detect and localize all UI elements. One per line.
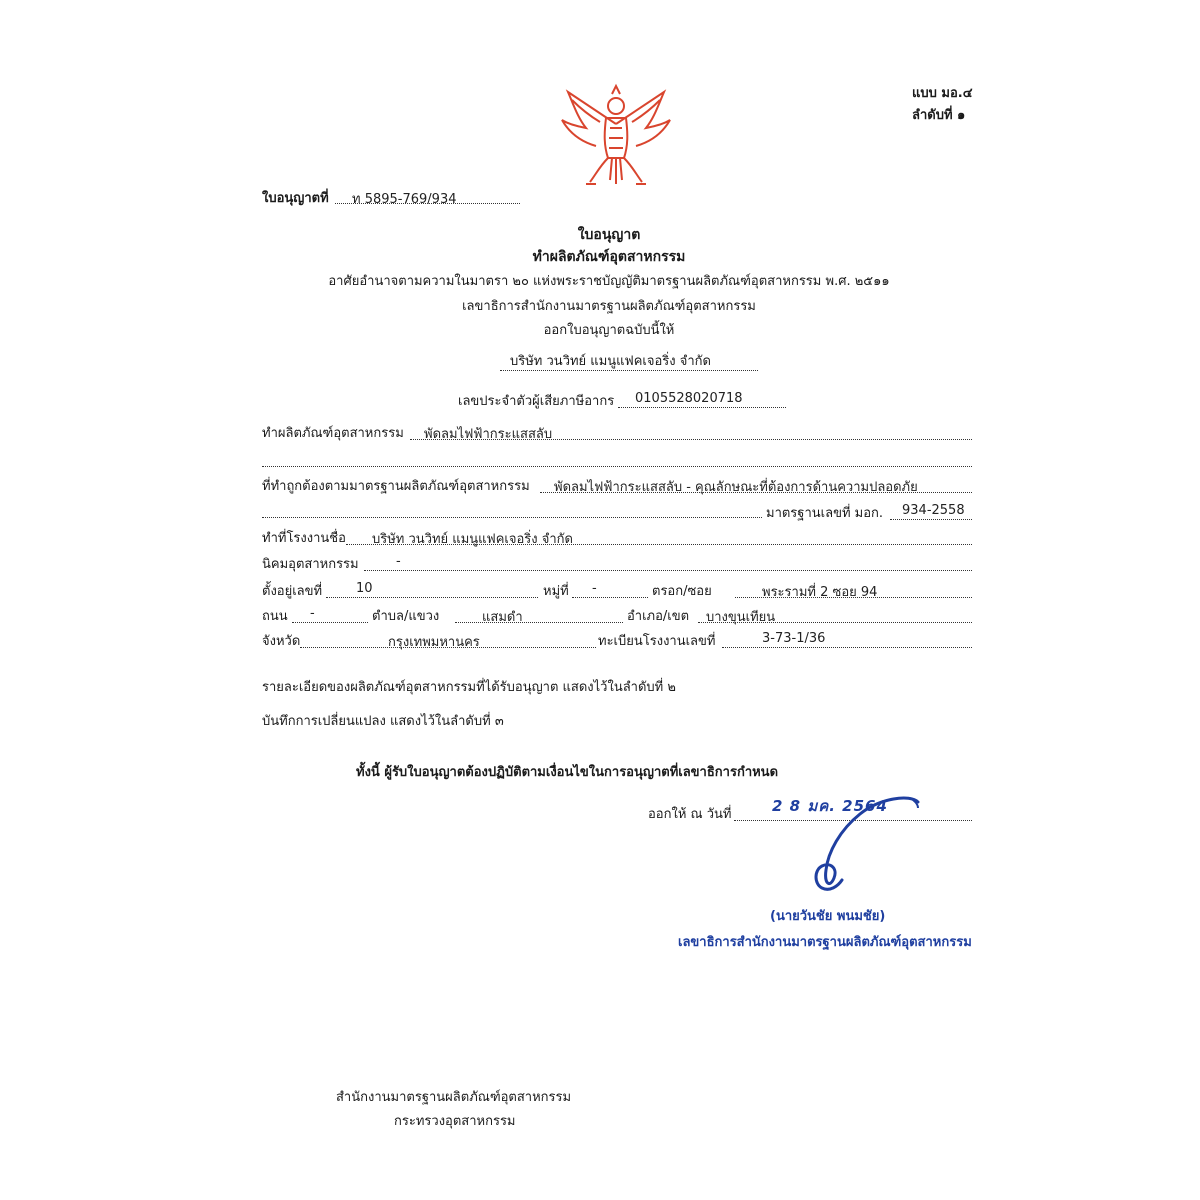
signature-icon bbox=[800, 792, 930, 902]
details-note: รายละเอียดของผลิตภัณฑ์อุตสาหกรรมที่ได้รับอนุญาต แสดงไว้ในลำดับที่ ๒ bbox=[262, 680, 676, 695]
footer-office: สำนักงานมาตรฐานผลิตภัณฑ์อุตสาหกรรม bbox=[336, 1090, 572, 1105]
subdistrict-value: แสมดำ bbox=[482, 610, 523, 625]
subdistrict-line bbox=[455, 622, 623, 623]
district-value: บางขุนเทียน bbox=[706, 610, 776, 625]
issue-intro-line: ออกใบอนุญาตฉบับนี้ให้ bbox=[543, 323, 675, 338]
address-no-label: ตั้งอยู่เลขที่ bbox=[262, 584, 323, 599]
license-no-label: ใบอนุญาตที่ bbox=[262, 191, 329, 206]
issue-date-stamp: 2 8 มค. 2564 bbox=[772, 797, 888, 815]
product-line bbox=[410, 439, 972, 440]
form-code: แบบ มอ.๔ bbox=[912, 86, 973, 101]
district-line bbox=[698, 622, 972, 623]
standard-line-2 bbox=[262, 517, 762, 518]
province-label: จังหวัด bbox=[262, 634, 301, 649]
factory-reg-line bbox=[722, 647, 972, 648]
standard-no-line bbox=[890, 519, 972, 520]
tax-id-value: 0105528020718 bbox=[635, 391, 743, 406]
soi-label: ตรอก/ซอย bbox=[652, 584, 712, 599]
signatory-name: (นายวันชัย พนมชัย) bbox=[770, 909, 886, 924]
license-no-line bbox=[335, 203, 520, 204]
moo-value: - bbox=[592, 581, 597, 596]
road-line bbox=[292, 622, 368, 623]
address-no-value: 10 bbox=[356, 581, 373, 596]
factory-label: ทำที่โรงงานชื่อ bbox=[262, 531, 346, 546]
doc-subtitle: ทำผลิตภัณฑ์อุตสาหกรรม bbox=[532, 249, 686, 265]
road-label: ถนน bbox=[262, 609, 288, 624]
authority-line: อาศัยอำนาจตามความในมาตรา ๒๐ แห่งพระราชบัญญัติมาตรฐานผลิตภัณฑ์อุตสาหกรรม พ.ศ. ๒๕๑๑ bbox=[328, 274, 890, 289]
licensee-name: บริษัท วนวิทย์ แมนูแฟคเจอริ่ง จำกัด bbox=[510, 354, 711, 369]
soi-line bbox=[735, 597, 972, 598]
license-no-value: ท 5895-769/934 bbox=[352, 192, 457, 207]
province-value: กรุงเทพมหานคร bbox=[388, 635, 480, 650]
standard-no-value: 934-2558 bbox=[902, 503, 965, 518]
subdistrict-label: ตำบล/แขวง bbox=[372, 609, 440, 624]
tax-id-label: เลขประจำตัวผู้เสียภาษีอากร bbox=[458, 394, 615, 409]
estate-line bbox=[364, 570, 972, 571]
changes-note: บันทึกการเปลี่ยนแปลง แสดงไว้ในลำดับที่ ๓ bbox=[262, 714, 504, 729]
signatory-title: เลขาธิการสำนักงานมาตรฐานผลิตภัณฑ์อุตสาหกรรม bbox=[678, 935, 972, 950]
estate-value: - bbox=[396, 554, 401, 569]
condition-note: ทั้งนี้ ผู้รับใบอนุญาตต้องปฏิบัติตามเงื่อนไขในการอนุญาตที่เลขาธิการกำหนด bbox=[356, 765, 779, 780]
product-line-2 bbox=[262, 466, 972, 467]
standard-value: พัดลมไฟฟ้ากระแสสลับ - คุณลักษณะที่ต้องการด้านความปลอดภัย bbox=[554, 480, 918, 495]
garuda-emblem-icon bbox=[556, 84, 676, 192]
issuer-line: เลขาธิการสำนักงานมาตรฐานผลิตภัณฑ์อุตสาหกรรม bbox=[462, 299, 756, 314]
product-label: ทำผลิตภัณฑ์อุตสาหกรรม bbox=[262, 426, 404, 441]
moo-line bbox=[572, 597, 648, 598]
moo-label: หมู่ที่ bbox=[543, 584, 569, 599]
soi-value: พระรามที่ 2 ซอย 94 bbox=[762, 585, 878, 600]
licensee-line bbox=[500, 370, 758, 371]
standard-line bbox=[540, 492, 972, 493]
road-value: - bbox=[310, 606, 315, 621]
district-label: อำเภอ/เขต bbox=[627, 609, 690, 624]
factory-reg-label: ทะเบียนโรงงานเลขที่ bbox=[598, 634, 716, 649]
product-value: พัดลมไฟฟ้ากระแสสลับ bbox=[424, 427, 553, 442]
doc-title: ใบอนุญาต bbox=[577, 227, 641, 243]
estate-label: นิคมอุตสาหกรรม bbox=[262, 557, 359, 572]
issue-date-label: ออกให้ ณ วันที่ bbox=[648, 807, 732, 822]
province-line bbox=[300, 647, 596, 648]
standard-label: ที่ทำถูกต้องตามมาตรฐานผลิตภัณฑ์อุตสาหกรรม bbox=[262, 479, 530, 494]
factory-line bbox=[346, 544, 972, 545]
address-no-line bbox=[326, 597, 538, 598]
factory-reg-value: 3-73-1/36 bbox=[762, 631, 826, 646]
footer-ministry: กระทรวงอุตสาหกรรม bbox=[394, 1114, 516, 1129]
page-order: ลำดับที่ ๑ bbox=[912, 108, 966, 123]
standard-no-label: มาตรฐานเลขที่ มอก. bbox=[766, 506, 884, 521]
tax-id-line bbox=[618, 407, 786, 408]
factory-value: บริษัท วนวิทย์ แมนูแฟคเจอริ่ง จำกัด bbox=[372, 532, 573, 547]
